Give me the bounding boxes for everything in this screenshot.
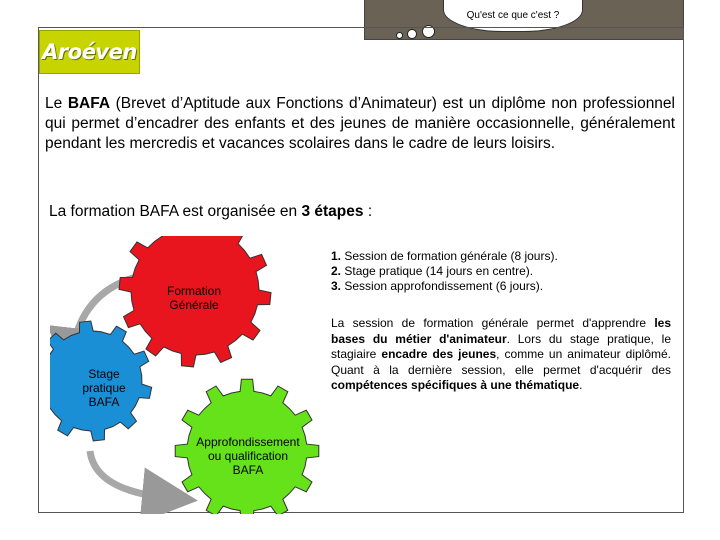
arrow-bottom: [90, 451, 170, 498]
gear-label-approfondissement: Approfondissement ou qualification BAFA: [196, 435, 300, 477]
list-item: 3. Session approfondissement (6 jours).: [331, 279, 544, 293]
session-description: La session de formation générale permet d'apprendre les bases du métier d'animateur. Lors du stage pratique, le stagiaire encadre des jeunes, comme un animateur diplômé. Quant à la dernière session, elle permet d'acquérir des compétences spécifiques à une thématique.: [331, 316, 672, 392]
list-item: 1. Session de formation générale (8 jours).: [331, 249, 558, 263]
list-item: 2. Stage pratique (14 jours en centre).: [331, 264, 534, 278]
steps-list: [331, 249, 671, 294]
gear-label-formation: Formation Générale: [166, 284, 222, 312]
bubble-text: Qu'est ce que c'est ?: [466, 10, 560, 21]
intro-paragraph: Le BAFA (Brevet d’Aptitude aux Fonctions d’Animateur) est un diplôme non professionnel qui permet d’encadrer des enfants et des jeunes de manière occasionnelle, généralement pendant les mercredis et vacances scolaires dans le cadre de leurs loisirs.: [45, 95, 675, 152]
aroeven-logo: [39, 30, 140, 74]
logo-text: Aroéven: [42, 40, 137, 64]
steps-title: La formation BAFA est organisée en 3 étapes :: [49, 203, 373, 220]
gear-label-stage: Stage pratique BAFA: [82, 367, 126, 409]
bafa-acronym: BAFA: [67, 95, 111, 112]
